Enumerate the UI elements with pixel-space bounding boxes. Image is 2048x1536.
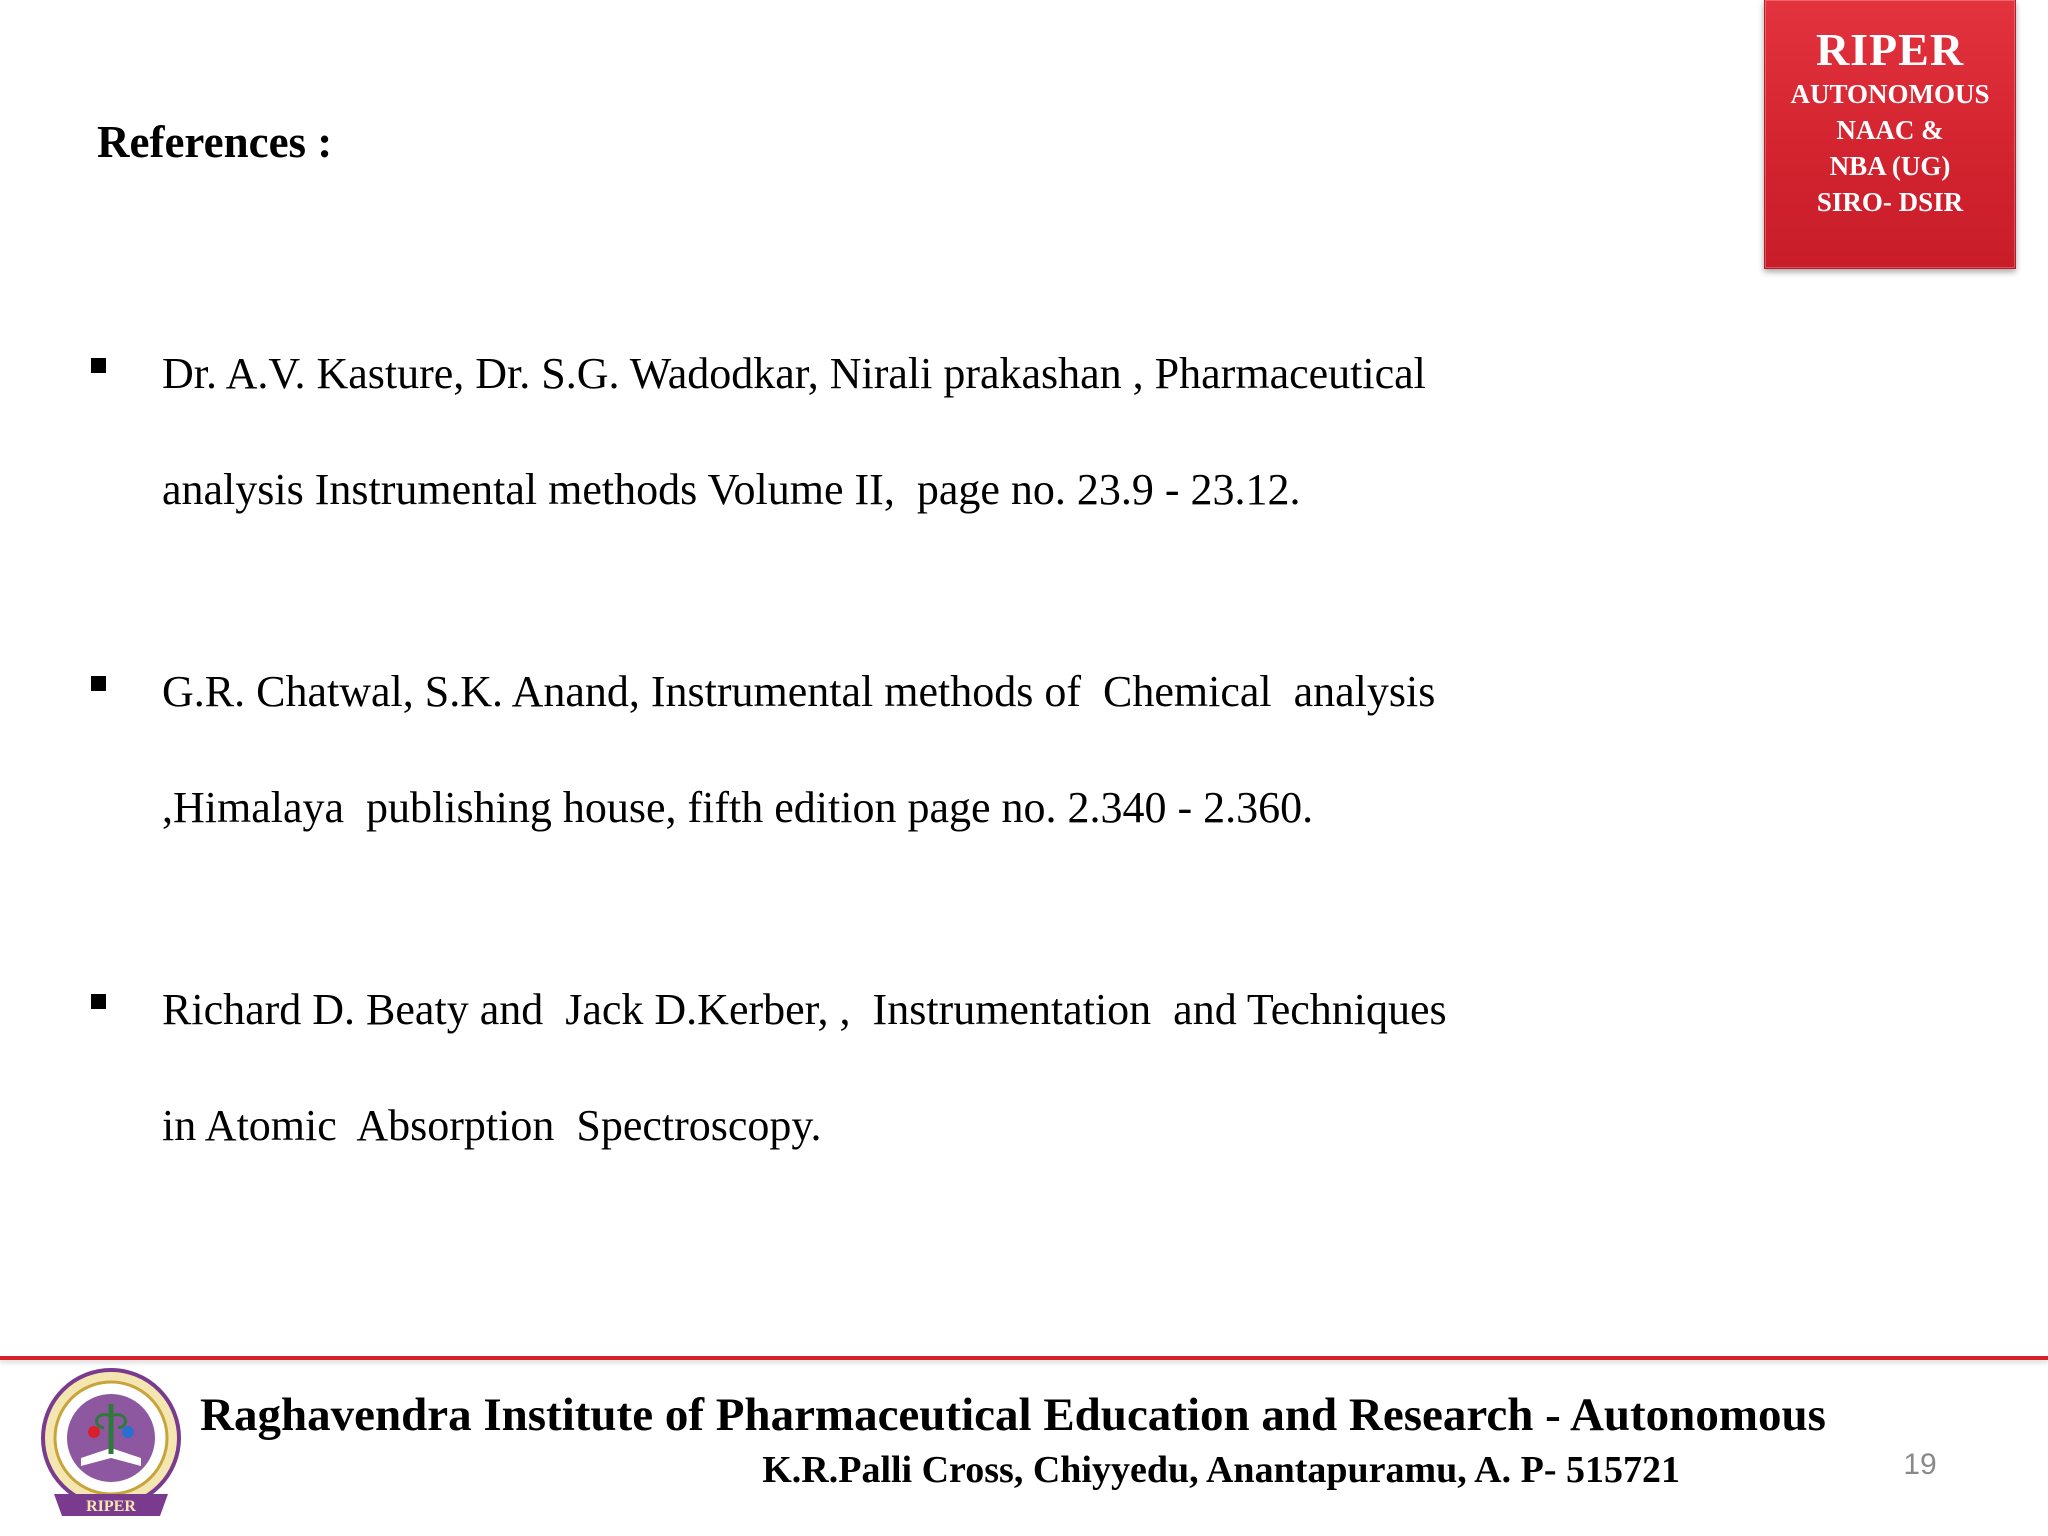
institute-name: Raghavendra Institute of Pharmaceutical Education and Research - Autonomous bbox=[200, 1389, 1826, 1441]
badge-title: RIPER bbox=[1815, 24, 1965, 75]
page-number: 19 bbox=[1903, 1448, 1937, 1481]
square-bullet-icon bbox=[91, 676, 106, 691]
accreditation-badge bbox=[1764, 0, 2016, 269]
badge-line-siro: SIRO- DSIR bbox=[1816, 187, 1964, 217]
logo-ribbon-text: RIPER bbox=[86, 1498, 136, 1515]
reference-2-line-1: G.R. Chatwal, S.K. Anand, Instrumental methods of Chemical analysis bbox=[162, 667, 1436, 716]
page-title: References : bbox=[97, 117, 333, 167]
reference-item-2 bbox=[88, 634, 1648, 866]
reference-2-line-2: ,Himalaya publishing house, fifth edition page no. 2.340 - 2.360. bbox=[162, 783, 1314, 832]
institute-logo-icon bbox=[36, 1366, 186, 1526]
footer-divider bbox=[0, 1356, 2048, 1360]
institute-address: K.R.Palli Cross, Chiyyedu, Anantapuramu, A. P- 515721 bbox=[762, 1449, 1680, 1491]
reference-item-1 bbox=[88, 316, 1648, 548]
reference-1-line-1: Dr. A.V. Kasture, Dr. S.G. Wadodkar, Nirali prakashan , Pharmaceutical bbox=[162, 349, 1426, 398]
reference-item-3 bbox=[88, 952, 1648, 1184]
reference-3-line-2: in Atomic Absorption Spectroscopy. bbox=[162, 1101, 822, 1150]
reference-3-line-1: Richard D. Beaty and Jack D.Kerber, , Instrumentation and Techniques bbox=[162, 985, 1447, 1034]
badge-line-naac: NAAC & bbox=[1836, 115, 1944, 145]
reference-list bbox=[88, 316, 1648, 1270]
badge-line-autonomous: AUTONOMOUS bbox=[1790, 79, 1990, 109]
square-bullet-icon bbox=[91, 358, 106, 373]
badge-line-nba: NBA (UG) bbox=[1829, 151, 1951, 181]
reference-1-line-2: analysis Instrumental methods Volume II, page no. 23.9 - 23.12. bbox=[162, 465, 1301, 514]
square-bullet-icon bbox=[91, 994, 106, 1009]
